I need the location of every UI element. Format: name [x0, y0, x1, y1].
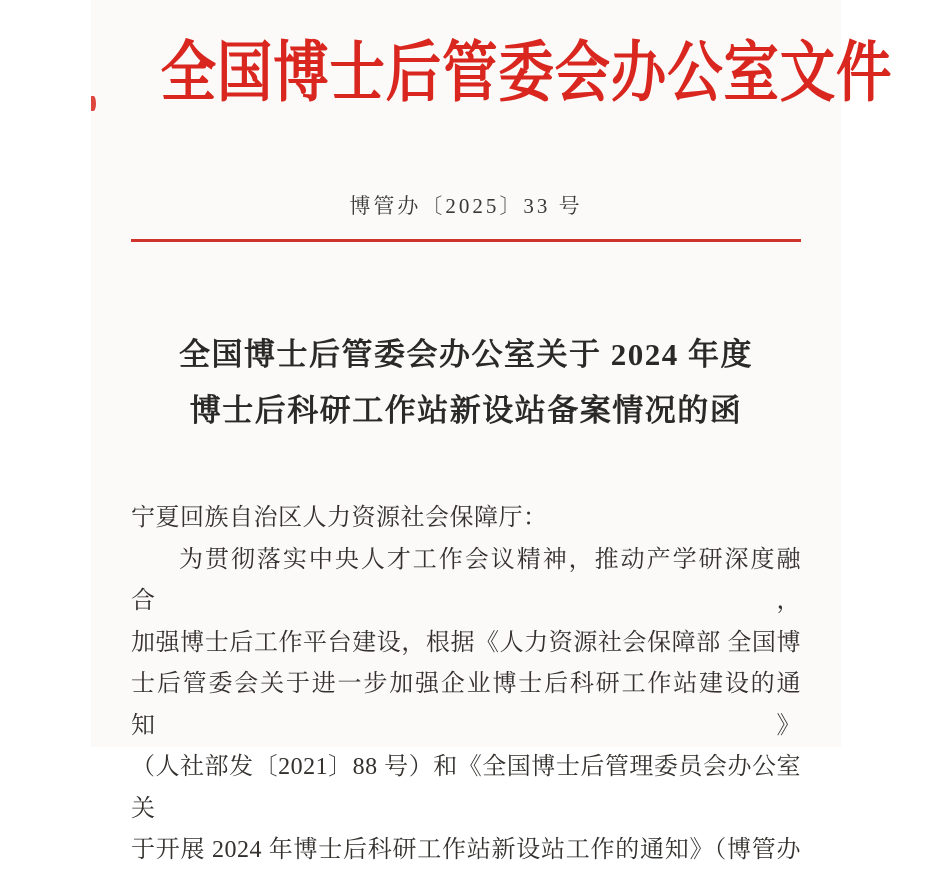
document-title-line-1: 全国博士后管委会办公室关于 2024 年度: [179, 337, 753, 372]
scanned-official-document: [91, 0, 893, 863]
document-header-title-text: 全国博士后管委会办公室文件: [160, 37, 893, 110]
salutation-line: 宁夏回族自治区人力资源社会保障厅：: [131, 505, 548, 531]
body-line: 士后管委会关于进一步加强企业博士后科研工作站建设的通知》: [131, 671, 801, 739]
body-line: 加强博士后工作平台建设，根据《人力资源社会保障部 全国博: [131, 629, 801, 656]
document-title-line-2: 博士后科研工作站新设站备案情况的函: [189, 393, 743, 428]
document-number: 博管办〔2025〕33 号: [349, 194, 583, 218]
body-line: 为贯彻落实中央人才工作会议精神，推动产学研深度融合，: [131, 546, 801, 614]
document-header-title: [91, 28, 893, 120]
body-line: 于开展 2024 年博士后科研工作站新设站工作的通知》（博管办: [131, 837, 801, 863]
red-divider-line: [131, 239, 801, 242]
body-line: （人社部发〔2021〕88 号）和《全国博士后管理委员会办公室关: [131, 754, 801, 822]
document-body: [131, 498, 801, 872]
document-title: [131, 327, 801, 439]
